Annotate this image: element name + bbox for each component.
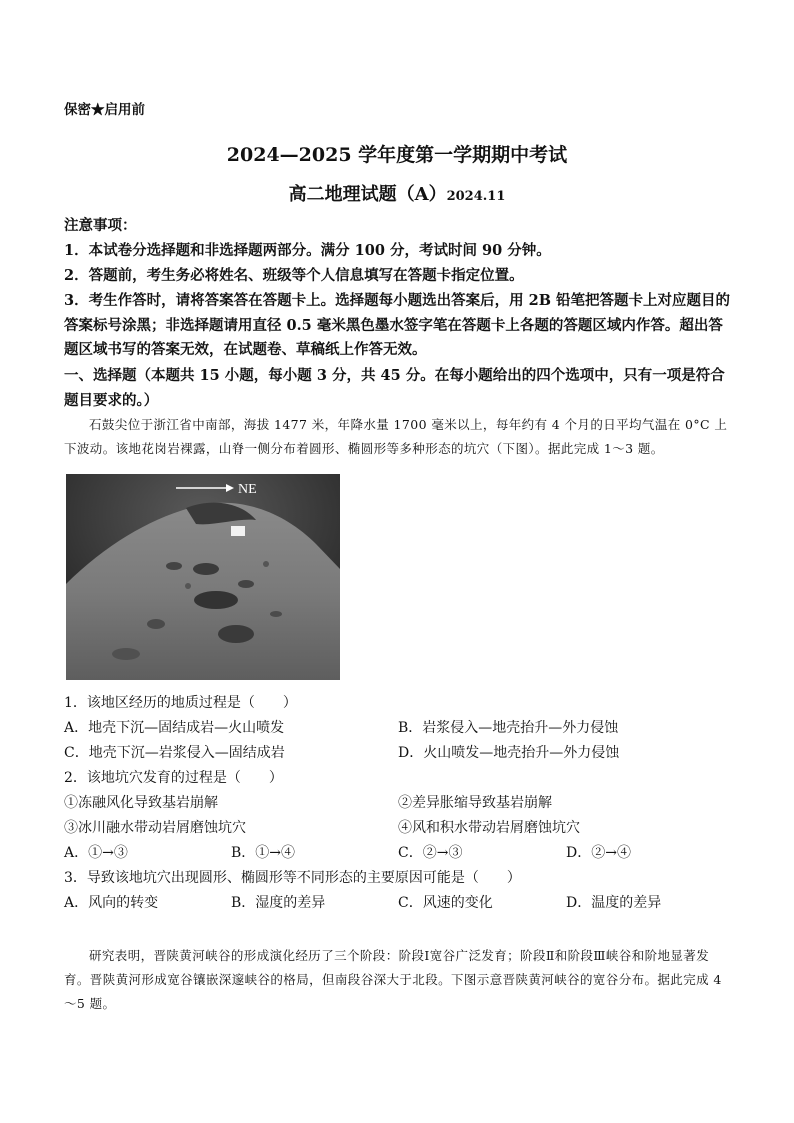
exam-date: 2024.11 [446,189,506,204]
q2-option-c: C．②→③ [398,845,463,861]
question-3: 3．导致该地坑穴出现圆形、椭圆形等不同形态的主要原因可能是（ ） [64,870,521,886]
question-2: 2．该地坑穴发育的过程是（ ） [64,770,283,786]
q2-option-b: B．①→④ [231,845,296,861]
notice-item-3: 3．考生作答时，请将答案答在答题卡上。选择题每小题选出答案后，用 2B 铅笔把答题卡上对应题目的答案标号涂黑；非选择题请用直径 0.5 毫米黑色墨水签字笔在答题卡上各题的答题区域内作答。超出答题区域书写的答案无效，在试题卷、草稿纸上作答无效。 [64,292,731,358]
q3-option-a: A．风向的转变 [64,895,159,911]
q1-option-c: C．地壳下沉—岩浆侵入—固结成岩 [64,745,285,761]
exam-subtitle [0,180,794,206]
notice-item-1: 1．本试卷分选择题和非选择题两部分。满分 100 分，考试时间 90 分钟。 [64,242,551,259]
question-1: 1．该地区经历的地质过程是（ ） [64,695,297,711]
material-2: 研究表明，晋陕黄河峡谷的形成演化经历了三个阶段：阶段Ⅰ宽谷广泛发育；阶段Ⅱ和阶段Ⅲ峡谷和阶地显著发育。晋陕黄河形成宽谷镶嵌深邃峡谷的格局，但南段谷深大于北段。下图示意晋陕黄河峡谷的宽谷分布。据此完成 4～5 题。 [64,948,722,1011]
q1-option-b: B．岩浆侵入—地壳抬升—外力侵蚀 [398,720,619,736]
rock-pits-photo [66,474,340,680]
q1-option-d: D．火山喷发—地壳抬升—外力侵蚀 [398,745,620,761]
q3-option-d: D．温度的差异 [566,895,662,911]
confidential-mark: 保密★启用前 [64,102,145,118]
q2-statement-3: ③冰川融水带动岩屑磨蚀坑穴 [64,820,246,836]
q3-option-c: C．风速的变化 [398,895,493,911]
q2-statement-2: ②差异胀缩导致基岩崩解 [398,795,552,811]
q2-option-a: A．①→③ [64,845,128,861]
notice-item-2: 2．答题前，考生务必将姓名、班级等个人信息填写在答题卡指定位置。 [64,267,524,284]
q2-statement-1: ①冻融风化导致基岩崩解 [64,795,218,811]
q3-option-b: B．湿度的差异 [231,895,326,911]
q2-option-d: D．②→④ [566,845,631,861]
material-1: 石鼓尖位于浙江省中南部，海拔 1477 米，年降水量 1700 毫米以上，每年约有 4 个月的日平均气温在 0°C 上下波动。该地花岗岩裸露，山脊一侧分布着圆形、椭圆形等多种形态的坑穴（下图）。据此完成 1～3 题。 [64,417,728,456]
q2-statement-4: ④风和积水带动岩屑磨蚀坑穴 [398,820,580,836]
subject-title: 高二地理试题（A） [288,184,447,205]
q1-option-a: A．地壳下沉—固结成岩—火山喷发 [64,720,285,736]
exam-title: 2024—2025 学年度第一学期期中考试 [226,144,568,166]
section-heading: 一、选择题（本题共 15 小题，每小题 3 分，共 45 分。在每小题给出的四个选项中，只有一项是符合题目要求的。） [64,367,725,409]
notice-heading: 注意事项： [64,217,137,234]
arrow-label: NE [238,482,257,497]
